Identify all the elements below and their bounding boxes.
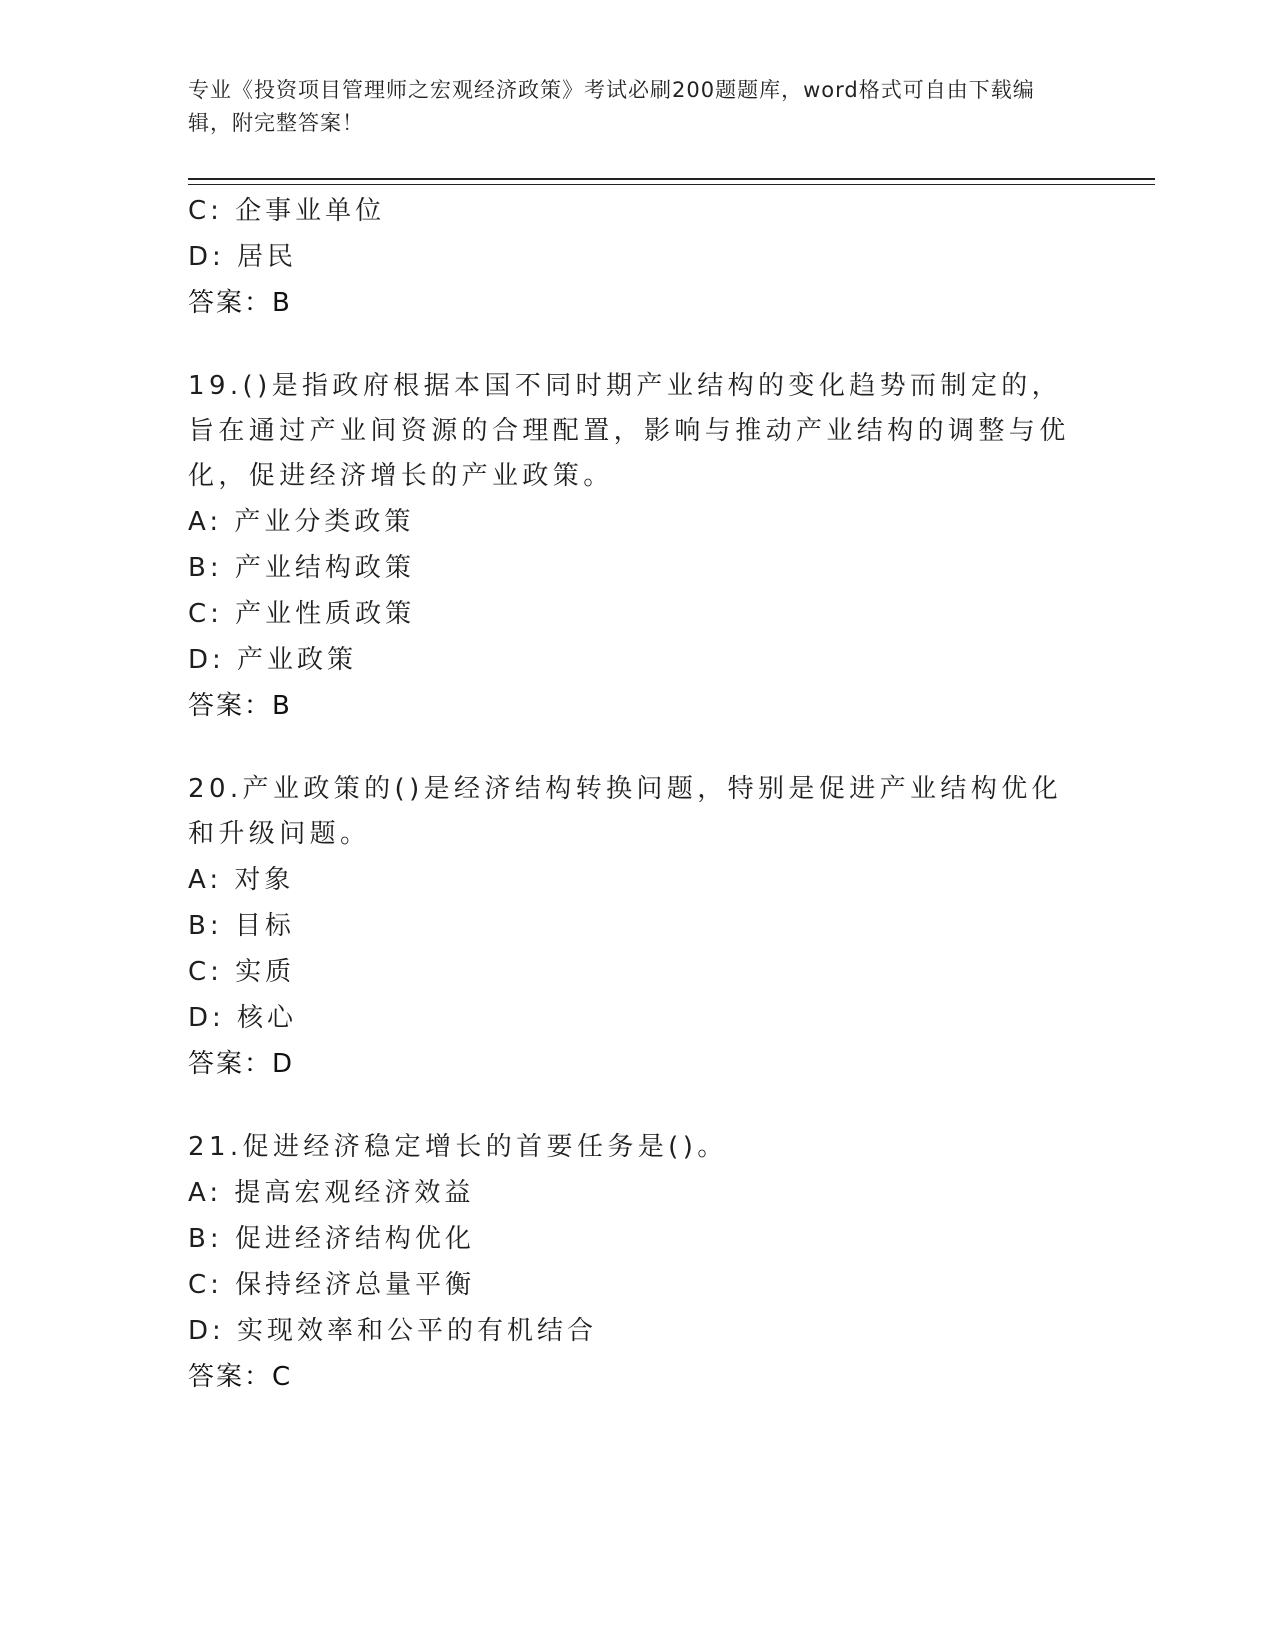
document-header: 专业《投资项目管理师之宏观经济政策》考试必刷200题题库，word格式可自由下载编辑，附完整答案！ — [188, 78, 1035, 135]
option-c: C: 实质 — [188, 957, 296, 987]
question-list — [188, 188, 1088, 1400]
question-stem: 21.促进经济稳定增长的首要任务是()。 — [188, 1132, 728, 1162]
question-stem: 19.()是指政府根据本国不同时期产业结构的变化趋势而制定的，旨在通过产业间资源的合理配置，影响与推动产业结构的调整与优化，促进经济增长的产业政策。 — [188, 371, 1070, 491]
option-c: C: 保持经济总量平衡 — [188, 1270, 476, 1300]
option-d: D: 实现效率和公平的有机结合 — [188, 1316, 598, 1346]
option-c: C: 企事业单位 — [188, 196, 386, 226]
question-20 — [188, 767, 1088, 1087]
answer-line: 答案：B — [188, 288, 292, 318]
header-divider-thin — [188, 184, 1155, 185]
question-stem: 20.产业政策的()是经济结构转换问题，特别是促进产业结构优化和升级问题。 — [188, 774, 1063, 849]
answer-line: 答案：C — [188, 1362, 293, 1392]
answer-line: 答案：B — [188, 691, 292, 721]
option-d: D: 核心 — [188, 1003, 298, 1033]
option-a: A: 对象 — [188, 865, 295, 895]
question-21 — [188, 1125, 1088, 1400]
option-c: C: 产业性质政策 — [188, 599, 416, 629]
answer-line: 答案：D — [188, 1049, 295, 1079]
option-b: B: 促进经济结构优化 — [188, 1224, 475, 1254]
option-d: D: 居民 — [188, 242, 298, 272]
question-19 — [188, 364, 1088, 729]
option-b: B: 产业结构政策 — [188, 553, 415, 583]
option-a: A: 产业分类政策 — [188, 507, 415, 537]
previous-question-tail — [188, 188, 1088, 326]
header-divider-thick — [188, 178, 1155, 180]
option-d: D: 产业政策 — [188, 645, 358, 675]
option-a: A: 提高宏观经济效益 — [188, 1178, 475, 1208]
option-b: B: 目标 — [188, 911, 295, 941]
